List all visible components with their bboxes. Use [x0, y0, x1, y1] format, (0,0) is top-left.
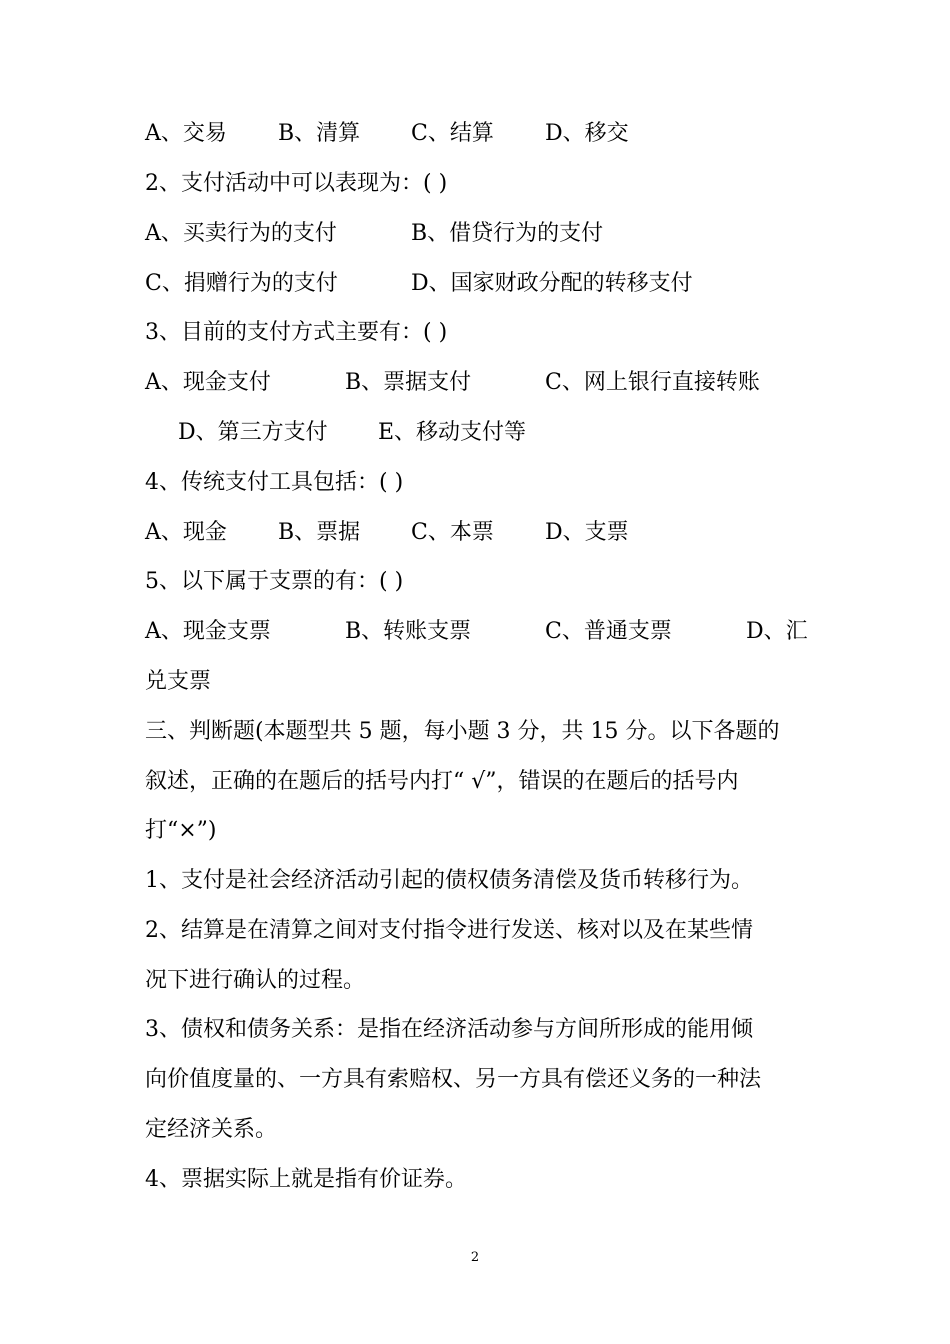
q5-option-c: C、普通支票	[545, 619, 672, 644]
page-number: 2	[470, 1250, 480, 1265]
q5-option-b: B、转账支票	[345, 619, 472, 644]
q4-stem: 4、传统支付工具包括：( )	[145, 470, 404, 495]
q1-option-c: C、结算	[411, 121, 494, 146]
judgment-3-line-2: 向价值度量的、一方具有索赔权、另一方具有偿还义务的一种法	[145, 1067, 762, 1092]
q2-option-c: C、捐赠行为的支付	[145, 271, 338, 296]
judgment-4: 4、票据实际上就是指有价证券。	[145, 1167, 467, 1192]
q1-option-d: D、移交	[545, 121, 629, 146]
q3-option-c: C、网上银行直接转账	[545, 370, 760, 395]
q1-option-b: B、清算	[278, 121, 361, 146]
q3-option-e: E、移动支付等	[378, 420, 527, 445]
q4-option-c: C、本票	[411, 520, 494, 545]
section3-heading-line-3: 打“×”)	[145, 818, 217, 843]
judgment-2-line-1: 2、结算是在清算之间对支付指令进行发送、核对以及在某些情	[145, 918, 753, 943]
q5-option-d-continued: 兑支票	[145, 669, 212, 694]
q4-option-a: A、现金	[145, 520, 227, 545]
q2-option-d: D、国家财政分配的转移支付	[411, 271, 693, 296]
q2-stem: 2、支付活动中可以表现为：( )	[145, 171, 448, 196]
judgment-3-line-3: 定经济关系。	[145, 1117, 278, 1142]
judgment-1: 1、支付是社会经济活动引起的债权债务清偿及货币转移行为。	[145, 868, 753, 893]
section3-heading-line-1: 三、判断题(本题型共 5 题，每小题 3 分，共 15 分。以下各题的	[145, 719, 780, 744]
q4-option-d: D、支票	[545, 520, 629, 545]
judgment-3-line-1: 3、债权和债务关系：是指在经济活动参与方间所形成的能用倾	[145, 1017, 753, 1042]
section3-heading-line-2: 叙述，正确的在题后的括号内打“ √”，错误的在题后的括号内	[145, 769, 739, 794]
q2-option-b: B、借贷行为的支付	[411, 221, 604, 246]
q1-option-a: A、交易	[145, 121, 227, 146]
q5-option-d: D、汇	[746, 619, 808, 644]
q3-stem: 3、目前的支付方式主要有：( )	[145, 320, 448, 345]
q5-option-a: A、现金支票	[145, 619, 271, 644]
q3-option-a: A、现金支付	[145, 370, 271, 395]
q3-option-b: B、票据支付	[345, 370, 472, 395]
q4-option-b: B、票据	[278, 520, 361, 545]
q5-stem: 5、以下属于支票的有：( )	[145, 569, 404, 594]
q2-option-a: A、买卖行为的支付	[145, 221, 337, 246]
judgment-2-line-2: 况下进行确认的过程。	[145, 968, 366, 993]
q3-option-d: D、第三方支付	[178, 420, 328, 445]
